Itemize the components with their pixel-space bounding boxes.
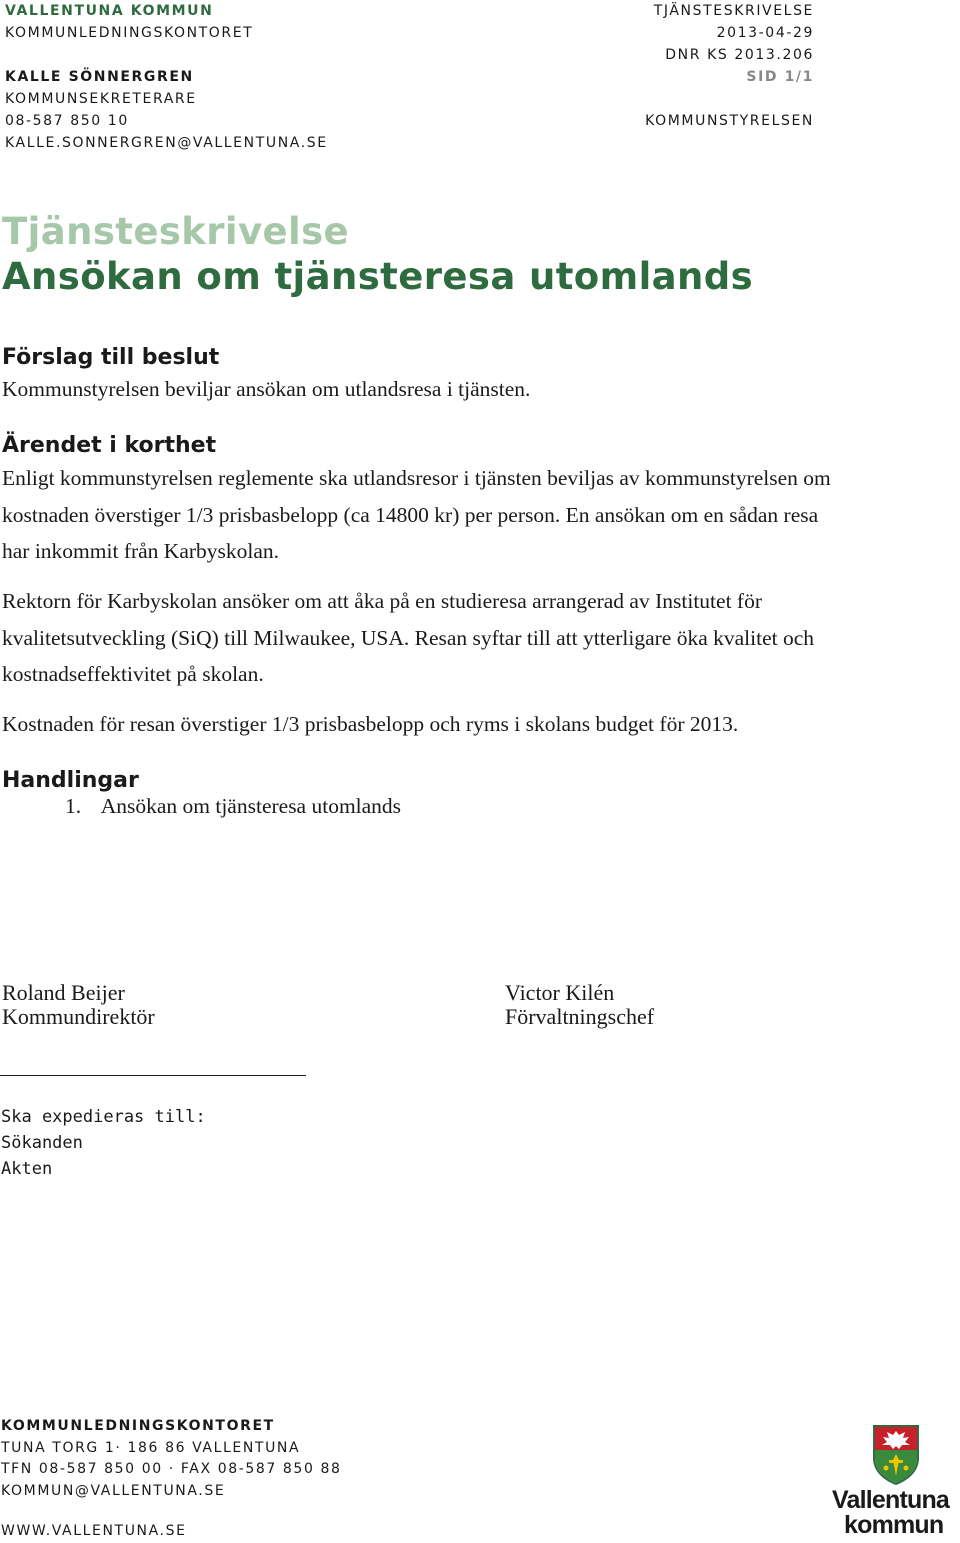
logo-text-kommun: kommun <box>844 1511 944 1539</box>
section-heading-arendet: Ärendet i korthet <box>2 433 217 458</box>
footer-office: KOMMUNLEDNINGSKONTORET <box>1 1418 275 1434</box>
footer-address: TUNA TORG 1· 186 86 VALLENTUNA <box>1 1439 301 1456</box>
attachment-number: 1. <box>65 794 82 818</box>
organization-name: VALLENTUNA KOMMUN <box>5 3 214 19</box>
section-heading-forslag: Förslag till beslut <box>2 345 220 370</box>
paragraph-arendet-1: Enligt kommunstyrelsen reglemente ska utlandsresor i tjänsten beviljas av kommunstyrelsen om kostnaden överstiger 1/3 prisbasbelopp (ca 14800 kr) per person. En ansökan om en sådan resa har inkommit från Karbyskolan. <box>2 466 831 564</box>
footer-phone-fax: TFN 08-587 850 00 · FAX 08-587 850 88 <box>1 1461 342 1477</box>
signature-block-1 <box>2 981 155 1029</box>
signatory-name: Victor Kilén <box>505 980 615 1005</box>
signatory-title: Förvaltningschef <box>505 1004 655 1029</box>
footer-website: WWW.VALLENTUNA.SE <box>1 1523 187 1539</box>
signature-block-2 <box>505 981 654 1029</box>
attachment-list-item <box>65 790 401 822</box>
vallentuna-coat-of-arms-icon <box>872 1424 920 1486</box>
paragraph-arendet-3: Kostnaden för resan överstiger 1/3 prisbasbelopp och ryms i skolans budget för 2013. <box>2 712 739 736</box>
footer-email: KOMMUN@VALLENTUNA.SE <box>1 1482 226 1499</box>
section-text-forslag: Kommunstyrelsen beviljar ansökan om utlandsresa i tjänsten. <box>2 377 531 401</box>
department-name: KOMMUNLEDNINGSKONTORET <box>5 25 254 41</box>
author-email: KALLE.SONNERGREN@VALLENTUNA.SE <box>5 135 328 151</box>
logo-text-vallentuna: Vallentuna <box>832 1486 950 1514</box>
signatory-title: Kommundirektör <box>2 1004 155 1029</box>
author-role: KOMMUNSEKRETERARE <box>5 91 197 107</box>
document-subject: Ansökan om tjänsteresa utomlands <box>2 255 754 298</box>
page-indicator: SID 1/1 <box>746 69 814 85</box>
divider-line <box>0 1075 306 1076</box>
document-title: Tjänsteskrivelse <box>2 210 350 253</box>
distribution-label: Ska expedieras till: <box>1 1107 206 1127</box>
signatory-name: Roland Beijer <box>2 980 125 1005</box>
author-phone: 08-587 850 10 <box>5 113 129 129</box>
author-name: KALLE SÖNNERGREN <box>5 69 194 85</box>
header-right <box>645 0 814 132</box>
section-heading-handlingar: Handlingar <box>2 768 139 793</box>
footer-contact <box>1 1416 342 1543</box>
distribution-list <box>1 1104 206 1182</box>
vallentuna-logo <box>830 1420 958 1538</box>
document-date: 2013-04-29 <box>716 25 814 41</box>
attachment-title: Ansökan om tjänsteresa utomlands <box>100 794 402 818</box>
distribution-item: Akten <box>1 1159 53 1179</box>
document-type: TJÄNSTESKRIVELSE <box>653 3 814 19</box>
diary-number: DNR KS 2013.206 <box>665 47 814 63</box>
recipient: KOMMUNSTYRELSEN <box>645 113 814 129</box>
header-left <box>5 0 328 154</box>
paragraph-arendet-2: Rektorn för Karbyskolan ansöker om att åka på en studieresa arrangerad av Institutet för kvalitetsutveckling (SiQ) till Milwaukee, USA. Resan syftar till att ytterligare öka kvalitet och kostnadseffektivitet på skolan. <box>2 589 815 687</box>
distribution-item: Sökanden <box>1 1133 83 1153</box>
